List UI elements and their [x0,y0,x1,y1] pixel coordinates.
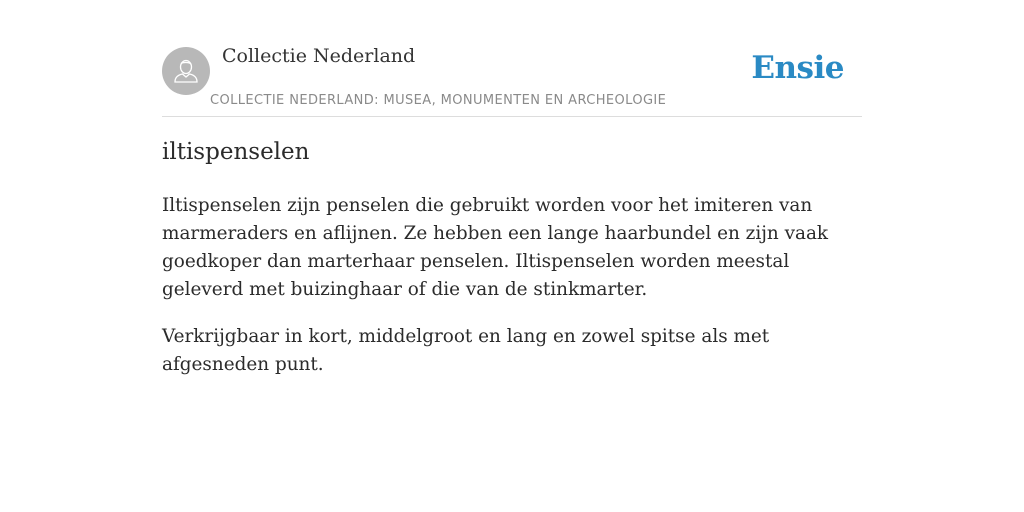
page [162,0,862,375]
source-name-link[interactable]: Collectie Nederland [222,45,416,67]
entry-paragraph: Iltispenselen zijn penselen die gebruikt worden voor het imiteren van marmeraders en aflijnen. Ze hebben een lange haarbundel en zijn vaak goedkoper dan marterhaar penselen. Iltispenselen worden meestal geleverd met buizinghaar of die van de stinkmarter. [162,195,829,300]
user-silhouette-icon [162,47,210,95]
entry-title: iltispenselen [162,139,310,165]
source-subtitle: COLLECTIE NEDERLAND: MUSEA, MONUMENTEN EN ARCHEOLOGIE [210,93,667,108]
header [162,0,862,117]
entry-paragraph: Verkrijgbaar in kort, middelgroot en lang en zowel spitse als met afgesneden punt. [162,326,770,375]
brand-logo[interactable]: Ensie [751,50,844,86]
entry-body [162,192,862,398]
avatar[interactable] [162,47,210,95]
